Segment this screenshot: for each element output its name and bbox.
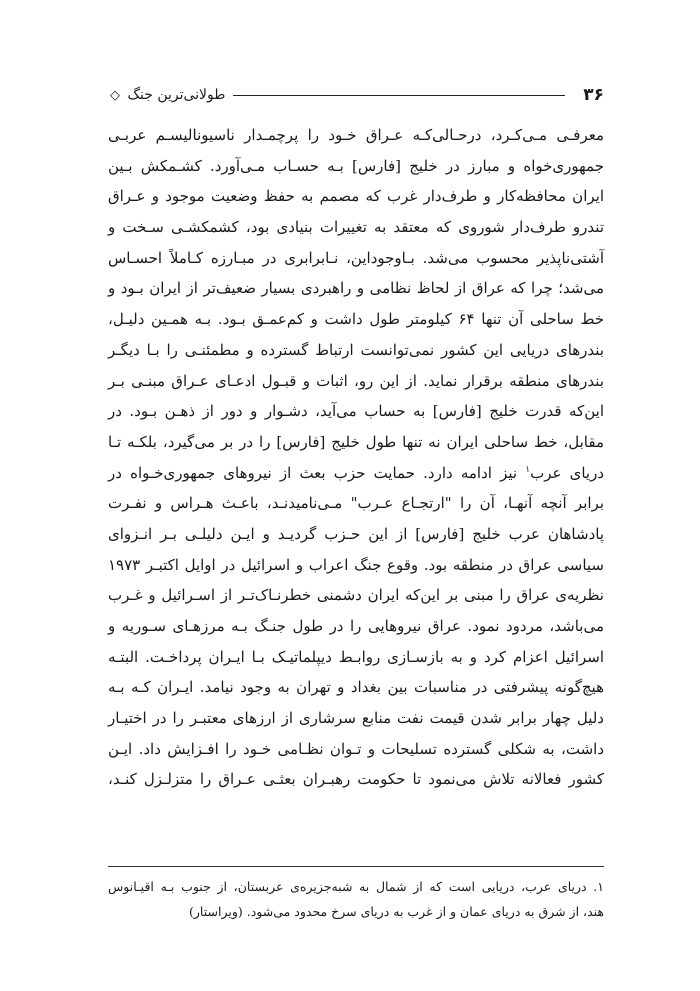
text-line: معرفـی مـی‌کـرد، درحـالی‌کـه عـراق خـود را پرچمـدار ناسیونالیسـم عربـی <box>108 126 604 144</box>
text-fragment: نیز ادامه دارد. حمایت حزب بعث از نیروهای جمهوری‌خـواه در <box>108 463 526 482</box>
footnote-divider <box>108 866 604 867</box>
text-line: نظریه‌ی عراق را مبنی بر این‌که ایران دشمنی خطرنـاک‌تـر از اسـرائیل و غـرب <box>108 586 604 605</box>
body-text <box>108 120 604 795</box>
text-line: جمهوری‌خواه و مبارز در خلیج [فارس] بـه حسـاب مـی‌آورد. کشـمکش بـین <box>108 156 604 175</box>
footnote-line: ۱. دریای عرب، دریایی است که از شمال به شبه‌جزیره‌ی عربستان، از جنوب بـه اقیـانوس <box>108 879 604 894</box>
text-line: آشتی‌ناپذیر محسوب می‌شد. بـاوجوداین، نـابرابری در مبـارزه کـاملاً احسـاس <box>108 248 604 267</box>
text-line: اسرائیل اعزام کرد و به بازسـازی روابـط دیپلماتیـک بـا ایـران پرداخـت. البتـه <box>108 647 604 666</box>
page-number: ۳۶ <box>583 85 604 105</box>
text-line: این‌که قدرت خلیج [فارس] به حساب می‌آید، دشـوار و دور از ذهـن بـود. در <box>108 402 604 421</box>
footnote-reference[interactable]: ۱ <box>525 464 531 475</box>
text-line: خط ساحلی آن تنها ۶۴ کیلومتر طول داشت و کم‌عمـق بـود. بـه همـین دلیـل، <box>108 310 604 329</box>
text-fragment: دریای عرب <box>530 463 604 482</box>
text-line: ایران محافظه‌کار و طرف‌دار غرب که مصمم به حفظ وضعیت موجود و عـراق <box>108 187 604 206</box>
text-line: بندرهای منطقه برقرار نماید. از این رو، اثبات و قبـول ادعـای عـراق مبنـی بـر <box>108 371 604 390</box>
text-line: دلیل چهار برابر شدن قیمت نفت منابع سرشاری از ارزهای معتبـر را در اختیـار <box>108 709 604 728</box>
text-line: داشت، به شکلی گسترده تسلیحات و تـوان نظـامی خـود را افـزایش داد. ایـن <box>108 739 604 758</box>
text-line: بندرهای دریایی این کشور نمی‌توانست ارتباط گسترده و مطمئنـی را بـا دیگـر <box>108 340 604 359</box>
footnote <box>108 874 604 924</box>
running-header <box>110 82 604 108</box>
text-line: می‌باشد، مردود نمود. عراق نیروهایی را در طول جنـگ بـه مرزهـای سـوریه و <box>108 617 604 635</box>
text-line: مقابل، خط ساحلی ایران نه تنها طول خلیج [فارس] را در بر می‌گیرد، بلکـه تـا <box>108 432 604 451</box>
text-line: کشور فعالانه تلاش می‌نمود تا حکومت رهبـران بعثـی عـراق را متزلـزل کنـد، <box>108 770 604 789</box>
footnote-line: هند، از شرق به دریای عمان و از غرب به دریای سرخ محدود می‌شود. (ویراستار) <box>189 904 604 919</box>
header-rule <box>233 95 565 96</box>
text-line: برابر آنچه آنهـا، آن را "ارتجـاع عـرب" مـی‌نامیدنـد، باعـث هـراس و نفـرت <box>108 494 604 513</box>
diamond-icon: ◇ <box>110 88 120 103</box>
text-line: هیچ‌گونه پیشرفتی در مناسبات بین بغداد و تهران به وجود نیامد. ایـران کـه بـه <box>108 678 604 697</box>
chapter-title-text: طولانی‌ترین جنگ <box>127 87 226 103</box>
chapter-title <box>110 87 225 103</box>
text-line: می‌شد؛ چرا که عراق از لحاظ نظامی و راهبردی بسیار ضعیف‌تر از ایران بـود و <box>108 279 604 298</box>
text-line-with-footnote <box>108 458 604 489</box>
text-line: سیاسی عراق در منطقه بود. وقوع جنگ اعراب و اسرائیل در اوایل اکتبـر ۱۹۷۳ <box>108 555 604 574</box>
text-line: پادشاهان عرب خلیج [فارس] از این حـزب گردیـد و ایـن دلیلـی بـر انـزوای <box>108 524 604 543</box>
text-line: تندرو طرف‌دار شوروی که معتقد به تغییرات بنیادی بود، کشمکشـی سـخت و <box>108 218 604 237</box>
